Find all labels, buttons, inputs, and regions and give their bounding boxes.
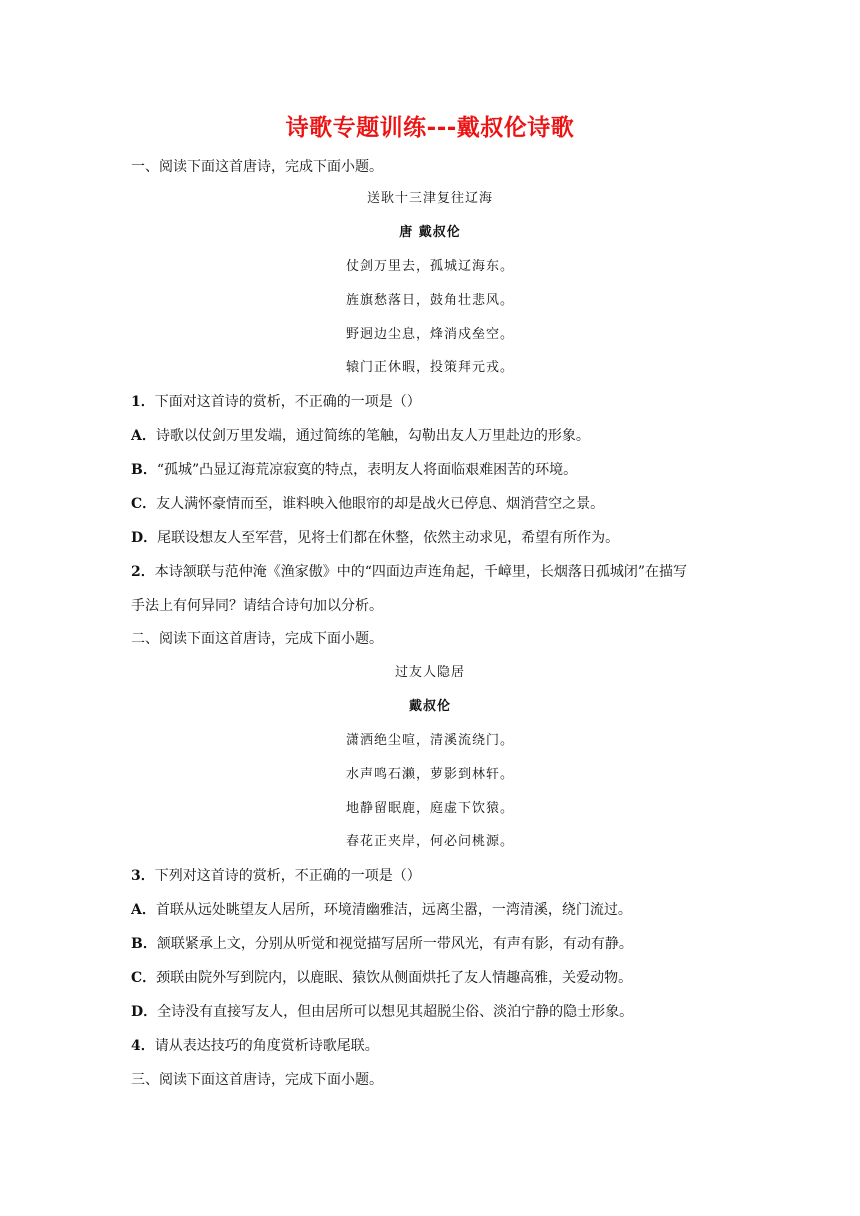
question-number: 1． [131, 394, 155, 410]
question-2 [131, 562, 687, 582]
option-letter: A． [131, 428, 156, 444]
option-text: 友人满怀豪情而至，谁料映入他眼帘的却是战火已停息、烟消营空之景。 [156, 496, 605, 512]
poem-2-title: 过友人隐居 [394, 665, 465, 680]
question-stem: 下列对这首诗的赏析，不正确的一项是（） [154, 868, 421, 884]
option-letter: B． [131, 936, 157, 952]
option-letter: B． [131, 462, 157, 478]
document-title: 诗歌专题训练---戴叔伦诗歌 [285, 115, 575, 141]
option-text: 颔联紧承上文，分别从听觉和视觉描写居所一带风光，有声有影，有动有静。 [156, 936, 633, 952]
question-1-option-d [131, 528, 619, 548]
question-stem: 下面对这首诗的赏析，不正确的一项是（） [154, 394, 421, 410]
poem-2-author: 戴叔伦 [408, 699, 451, 714]
question-number: 3． [131, 868, 155, 884]
poem-1-line-3: 野迥边尘息，烽消戍垒空。 [345, 327, 514, 342]
option-letter: D． [131, 1004, 158, 1020]
question-1-option-b [131, 460, 577, 480]
poem-2-line-3: 地静留眠鹿，庭虚下饮猿。 [345, 801, 514, 816]
poem-1-title: 送耿十三津复往辽海 [366, 191, 493, 206]
question-3-option-b [131, 934, 633, 954]
poem-2-line-4: 春花正夹岸，何必问桃源。 [345, 834, 514, 849]
option-text: 颈联由院外写到院内，以鹿眠、猿饮从侧面烘托了友人情趣高雅，关爱动物。 [156, 970, 633, 986]
question-3 [131, 866, 421, 886]
question-1-option-c [131, 494, 604, 514]
question-stem: 请从表达技巧的角度赏析诗歌尾联。 [154, 1038, 379, 1054]
question-1-option-a [131, 426, 590, 446]
option-letter: C． [131, 970, 157, 986]
question-3-option-c [131, 968, 632, 988]
question-number: 2． [131, 564, 155, 580]
poem-1-line-1: 仗剑万里去，孤城辽海东。 [345, 259, 514, 274]
poem-2-line-2: 水声鸣石濑，萝影到林轩。 [345, 767, 514, 782]
section-3-heading: 三、阅读下面这首唐诗，完成下面小题。 [131, 1072, 383, 1088]
poem-1-line-2: 旌旗愁落日，鼓角壮悲风。 [345, 293, 514, 308]
section-1-heading: 一、阅读下面这首唐诗，完成下面小题。 [131, 159, 383, 175]
question-3-option-a [131, 900, 632, 920]
option-text: 诗歌以仗剑万里发端，通过简练的笔触，勾勒出友人万里赴边的形象。 [155, 428, 590, 444]
poem-2-line-1: 潇洒绝尘喧，清溪流绕门。 [345, 733, 514, 748]
poem-1-line-4: 辕门正休暇，投策拜元戎。 [345, 360, 514, 375]
option-letter: C． [131, 496, 157, 512]
option-text: 首联从远处眺望友人居所，环境清幽雅洁，远离尘嚣，一湾清溪，绕门流过。 [155, 902, 632, 918]
option-text: 尾联设想友人至军营，见将士们都在休整，依然主动求见，希望有所作为。 [157, 530, 620, 546]
question-2-continuation: 手法上有何异同？请结合诗句加以分析。 [131, 598, 383, 614]
question-4 [131, 1036, 379, 1056]
question-1 [131, 392, 421, 412]
poem-1-author: 唐 戴叔伦 [399, 225, 461, 240]
option-text: 全诗没有直接写友人，但由居所可以想见其超脱尘俗、淡泊宁静的隐士形象。 [157, 1004, 634, 1020]
option-letter: A． [131, 902, 156, 918]
option-letter: D． [131, 530, 158, 546]
question-3-option-d [131, 1002, 633, 1022]
question-number: 4． [131, 1038, 155, 1054]
question-stem-line-1: 本诗颔联与范仲淹《渔家傲》中的“四面边声连角起，千嶂里，长烟落日孤城闭”在描写 [154, 564, 688, 580]
option-text: “孤城”凸显辽海荒凉寂寞的特点，表明友人将面临艰难困苦的环境。 [156, 462, 578, 478]
section-2-heading: 二、阅读下面这首唐诗，完成下面小题。 [131, 631, 383, 647]
